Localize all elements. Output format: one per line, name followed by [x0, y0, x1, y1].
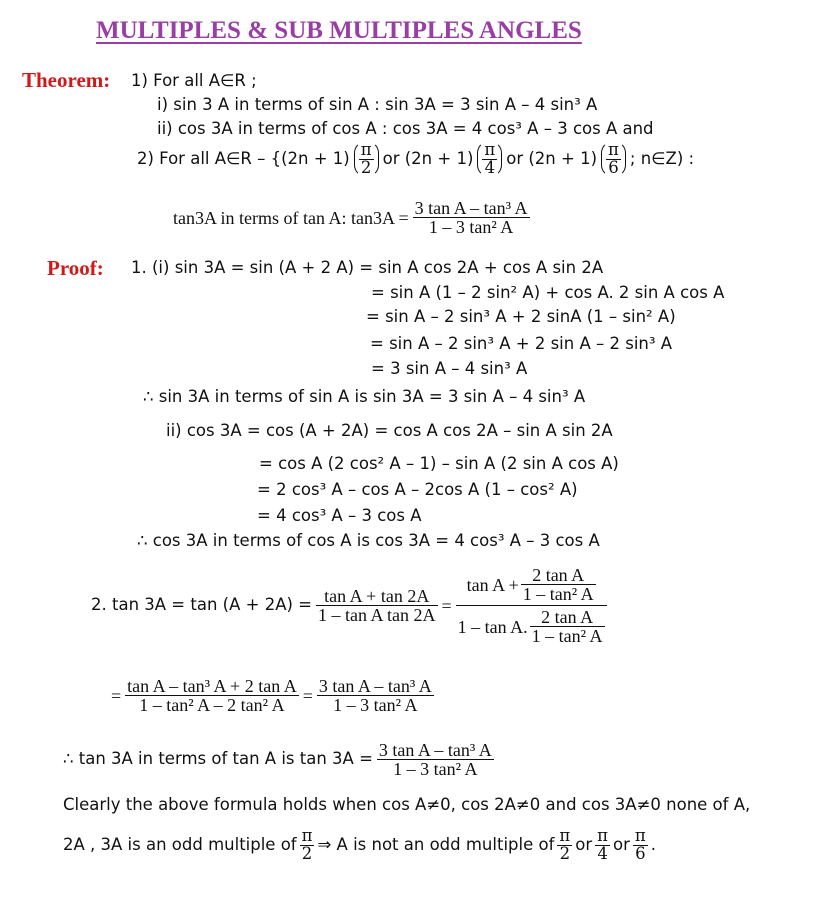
tan3a-frac-4: $\frac{\text{3 tan A – tan³ A}}{\text{1 – 3 tan² A}}$ — [318, 676, 432, 715]
or-text: or — [575, 834, 593, 854]
tan3a-simplify-line — [111, 677, 434, 714]
pi-over-6-frac: $\frac{\pi}{6}$ — [634, 826, 646, 863]
tan3a-conclusion-text: ∴ tan 3A in terms of tan A is tan 3A = — [63, 749, 373, 769]
pi-over-2-frac: $\frac{\pi}{2}$ — [559, 826, 571, 863]
theorem-line-4 — [137, 141, 694, 177]
theorem-line-1: 1) For all A∈R ; — [131, 71, 257, 90]
pi-over-6: $\frac{\pi}{6}$ — [601, 141, 626, 177]
period: . — [650, 834, 656, 854]
proof-line-2: = sin A (1 – 2 sin² A) + cos A. 2 sin A cos A — [371, 283, 725, 302]
proof-line-10: = 4 cos³ A – 3 cos A — [257, 506, 422, 525]
pi-over-2: $\frac{\pi}{2}$ — [354, 141, 379, 177]
page-title: MULTIPLES & SUB MULTIPLES ANGLES — [96, 17, 582, 44]
proof-line-11: ∴ cos 3A in terms of cos A is cos 3A = 4 cos³ A – 3 cos A — [137, 531, 600, 550]
proof-line-1: 1. (i) sin 3A = sin (A + 2 A) = sin A cos 2A + cos A sin 2A — [131, 258, 604, 277]
proof-label: Proof: — [47, 256, 104, 280]
theorem-l4-b: or (2n + 1) — [382, 148, 474, 168]
tan3a-frac-1: $\frac{\text{tan A + tan 2A}}{\text{1 – tan A tan 2A}}$ — [318, 586, 436, 625]
tan3a-compound-frac: tan A + $\frac{\text{2 tan A}}{\text{1 – tan² A}}$ 1 – tan A. $\frac{\text{2 tan A}}{\text{1 – tan² A}}$ — [456, 566, 607, 645]
tan3a-proof-lhs: 2. tan 3A = tan (A + 2A) = — [91, 595, 312, 615]
tan3a-label: tan3A in terms of tan A: tan3A = — [173, 207, 409, 228]
theorem-l4-c: or (2n + 1) — [506, 148, 598, 168]
note-line-2 — [63, 828, 656, 862]
pi-over-4-frac: $\frac{\pi}{4}$ — [597, 826, 608, 863]
pi-over-2-frac: $\frac{\pi}{2}$ — [301, 826, 313, 863]
tan3a-fraction: $\frac{\text{3 tan A – tan³ A}}{\text{1 – 3 tan² A}}$ — [414, 198, 528, 237]
proof-line-8: = cos A (2 cos² A – 1) – sin A (2 sin A cos A) — [259, 454, 619, 473]
theorem-label: Theorem: — [22, 68, 111, 92]
pi-over-4: $\frac{\pi}{4}$ — [477, 141, 502, 177]
theorem-l4-a: 2) For all A∈R – {(2n + 1) — [137, 148, 350, 168]
tan3a-conclusion — [63, 741, 494, 778]
tan3a-conclusion-frac: $\frac{\text{3 tan A – tan³ A}}{\text{1 – 3 tan² A}}$ — [378, 740, 492, 779]
equals-sign: = — [111, 685, 122, 706]
tan3a-frac-3: $\frac{\text{tan A – tan³ A + 2 tan A}}{\text{1 – tan² A – 2 tan² A}}$ — [127, 676, 297, 715]
proof-line-5: = 3 sin A – 4 sin³ A — [371, 359, 528, 378]
proof-line-6: ∴ sin 3A in terms of sin A is sin 3A = 3 sin A – 4 sin³ A — [143, 387, 586, 406]
note-line-2a: 2A , 3A is an odd multiple of — [63, 834, 297, 854]
or-text: or — [613, 834, 630, 854]
proof-line-4: = sin A – 2 sin³ A + 2 sin A – 2 sin³ A — [370, 334, 673, 353]
theorem-line-3: ii) cos 3A in terms of cos A : cos 3A = 4 cos³ A – 3 cos A and — [157, 119, 654, 138]
theorem-l4-d: ; n∈Z) : — [629, 148, 695, 168]
equals-sign: = — [302, 685, 313, 706]
proof-line-7: ii) cos 3A = cos (A + 2A) = cos A cos 2A – sin A sin 2A — [166, 421, 613, 440]
proof-line-3: = sin A – 2 sin³ A + 2 sinA (1 – sin² A) — [366, 307, 676, 326]
note-line-1: Clearly the above formula holds when cos A≠0, cos 2A≠0 and cos 3A≠0 none of A, — [63, 795, 751, 814]
proof-line-9: = 2 cos³ A – cos A – 2cos A (1 – cos² A) — [257, 480, 578, 499]
tan3a-formula — [173, 199, 530, 236]
equals-sign: = — [441, 595, 452, 616]
theorem-line-2: i) sin 3 A in terms of sin A : sin 3A = 3 sin A – 4 sin³ A — [157, 95, 598, 114]
tan3a-proof-line — [91, 566, 607, 645]
note-line-2b: ⇒ A is not an odd multiple of — [317, 834, 555, 854]
